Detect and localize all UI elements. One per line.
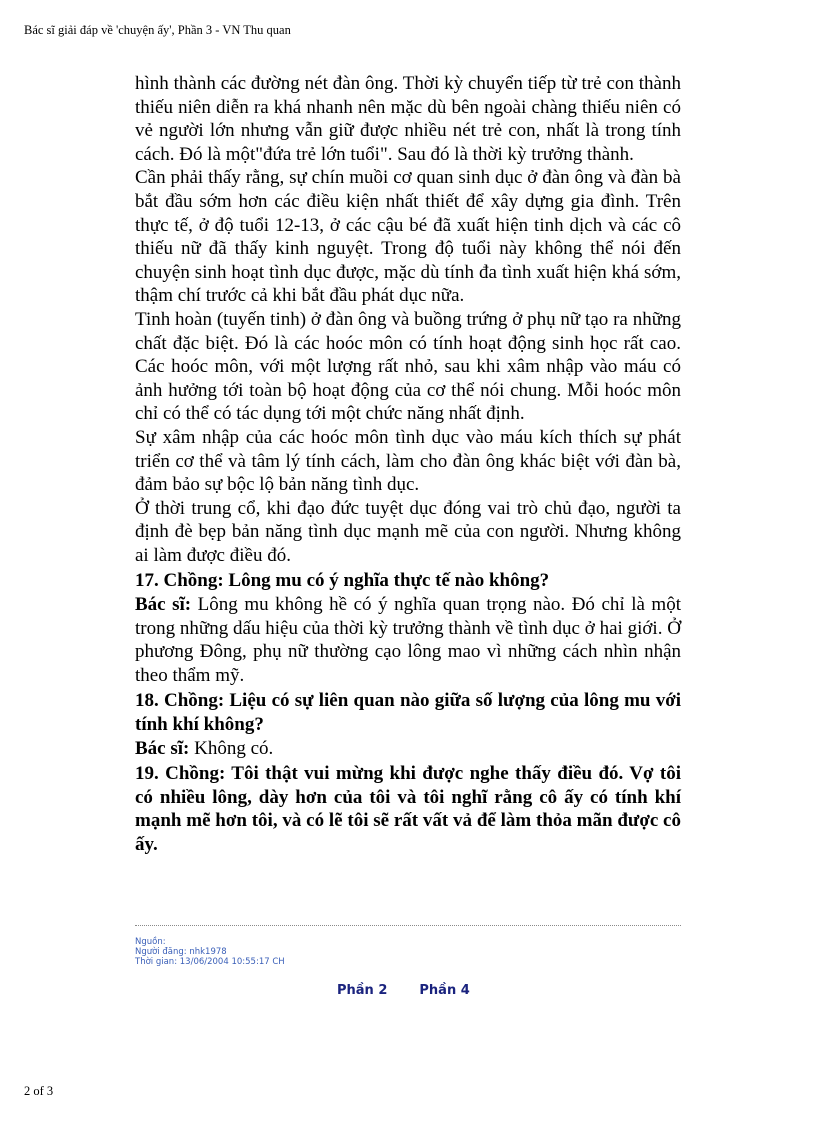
divider [135, 925, 681, 926]
page-number: 2 of 3 [24, 1084, 54, 1098]
answer-label: Bác sĩ: [135, 594, 192, 616]
poster-info: Người đăng: nhk1978 [135, 947, 227, 957]
source-info [135, 937, 285, 967]
article-body [135, 72, 681, 857]
answer-text: Lông mu không hề có ý nghĩa quan trọng nào. Đó chỉ là một trong những dấu hiệu của thời kỳ trưởng thành về tình dục ở hai giới. Ở phương Đông, phụ nữ thường cạo lông mao vì những cách nhìn nhận theo thẩm mỹ. [135, 594, 681, 686]
paragraph: Ở thời trung cổ, khi đạo đức tuyệt dục đóng vai trò chủ đạo, người ta định đè bẹp bản năng tình dục mạnh mẽ của con người. Nhưng không ai làm được điều đó. [135, 497, 681, 566]
post-time: Thời gian: 13/06/2004 10:55:17 CH [135, 957, 285, 967]
paragraph: hình thành các đường nét đàn ông. Thời kỳ chuyển tiếp từ trẻ con thành thiếu niên diễn ra khá nhanh nên mặc dù bên ngoài chàng thiếu niên có vẻ người lớn nhưng vẫn giữ được nhiều nét trẻ con, nhất là trong tính cách. Đó là một"đứa trẻ lớn tuổi". Sau đó là thời kỳ trưởng thành. [135, 73, 681, 165]
question-18: 18. Chồng: Liệu có sự liên quan nào giữa số lượng của lông mu với tính khí không? [135, 690, 681, 736]
answer-text: Không có. [189, 737, 274, 759]
paragraph: Sự xâm nhập của các hoóc môn tình dục vào máu kích thích sự phát triển cơ thể và tâm lý tính cách, làm cho đàn ông khác biệt với đàn bà, đảm bảo sự bộc lộ bản năng tình dục. [135, 426, 681, 496]
page-header-title: Bác sĩ giải đáp về 'chuyện ấy', Phần 3 - VN Thu quan [24, 23, 291, 37]
paragraph: Cần phải thấy rằng, sự chín muồi cơ quan sinh dục ở đàn ông và đàn bà bắt đầu sớm hơn các điều kiện nhất thiết để xây dựng gia đình. Trên thực tế, ở độ tuổi 12-13, ở các cậu bé đã xuất hiện tinh dịch và các cô thiếu nữ đã thấy kinh nguyệt. Trong độ tuổi này không thể nói đến chuyện sinh hoạt tình dục được, mặc dù tính đa tình xuất hiện khá sớm, thậm chí trước cả khi bắt đầu phát dục nữa. [135, 167, 681, 307]
answer-17 [135, 593, 681, 687]
prev-part-link[interactable]: Phần 2 [337, 983, 388, 998]
next-part-link[interactable]: Phần 4 [419, 983, 470, 998]
source-label: Nguồn: [135, 937, 166, 947]
pagination [337, 983, 470, 998]
answer-18 [135, 737, 681, 761]
question-19: 19. Chồng: Tôi thật vui mừng khi được nghe thấy điều đó. Vợ tôi có nhiều lông, dày hơn của tôi và tôi nghĩ rằng cô ấy có tính khí mạnh mẽ hơn tôi, và có lẽ tôi sẽ rất vất vả để làm thỏa mãn được cô ấy. [135, 763, 681, 855]
answer-label: Bác sĩ: [135, 737, 190, 759]
question-17: 17. Chồng: Lông mu có ý nghĩa thực tế nào không? [135, 570, 550, 592]
paragraph: Tinh hoàn (tuyến tinh) ở đàn ông và buồng trứng ở phụ nữ tạo ra những chất đặc biệt. Đó là các hoóc môn có tính hoạt động sinh học rất cao. Các hoóc môn, với một lượng rất nhỏ, sau khi xâm nhập vào máu có ảnh hưởng tới toàn bộ hoạt động của cơ thể nói chung. Mỗi hoóc môn chỉ có thể có tác dụng tới một chức năng nhất định. [135, 308, 681, 425]
